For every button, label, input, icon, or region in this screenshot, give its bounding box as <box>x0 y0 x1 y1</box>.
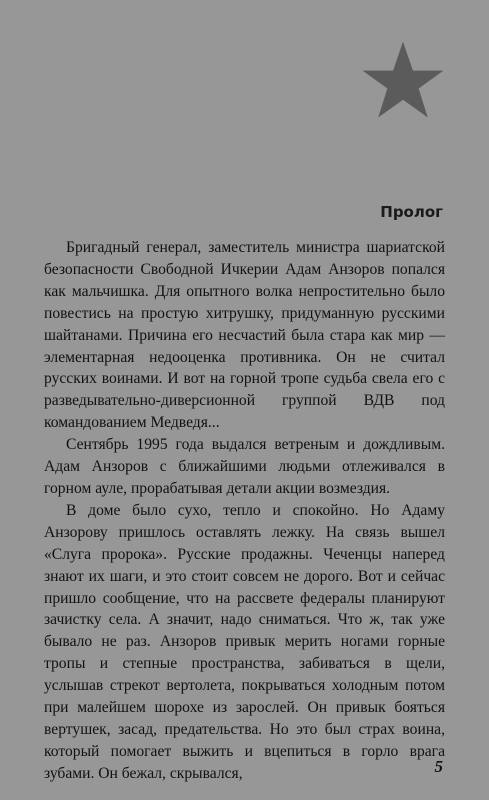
star-icon <box>358 40 448 120</box>
body-text <box>44 237 445 785</box>
page-number: 5 <box>434 757 443 776</box>
paragraph: В доме было сухо, тепло и спокойно. Но Адаму Анзорову пришлось оставлять лежку. На связь вышел «Слуга пророка». Русские продажны. Чеченцы наперед знают их шаги, и это стоит совсем не дорого. Вот и сейчас пришло сообщение, что на рассвете федералы планируют зачистку села. А значит, надо сниматься. Что ж, так уже бывало не раз. Анзоров привык мерить ногами горные тропы и степные пространства, забиваться в щели, услышав стрекот вертолета, покрываться холодным потом при малейшем шорохе из зарослей. Он привык бояться вертушек, засад, предательства. Но это был страх воина, который помогает выжить и вцепиться в горло врага зубами. Он бежал, скрывался, <box>44 501 445 782</box>
paragraph: Сентябрь 1995 года выдался ветреным и дождливым. Адам Анзоров с ближайшими людьми отлеживался в горном ауле, прорабатывая детали акции возмездия. <box>44 436 445 497</box>
paragraph: Бригадный генерал, заместитель министра шариатской безопасности Свободной Ичкерии Адам Анзоров попался как мальчишка. Для опытного волка непростительно было повестись на простую хитрушку, придуманную русскими шайтанами. Причина его несчастий была стара как мир — элементарная недооценка противника. Он не считал русских воинами. И вот на горной тропе судьба свела его с разведывательно-диверсионной группой ВДВ под командованием Медведя... <box>44 239 445 432</box>
chapter-title: Пролог <box>380 203 443 221</box>
